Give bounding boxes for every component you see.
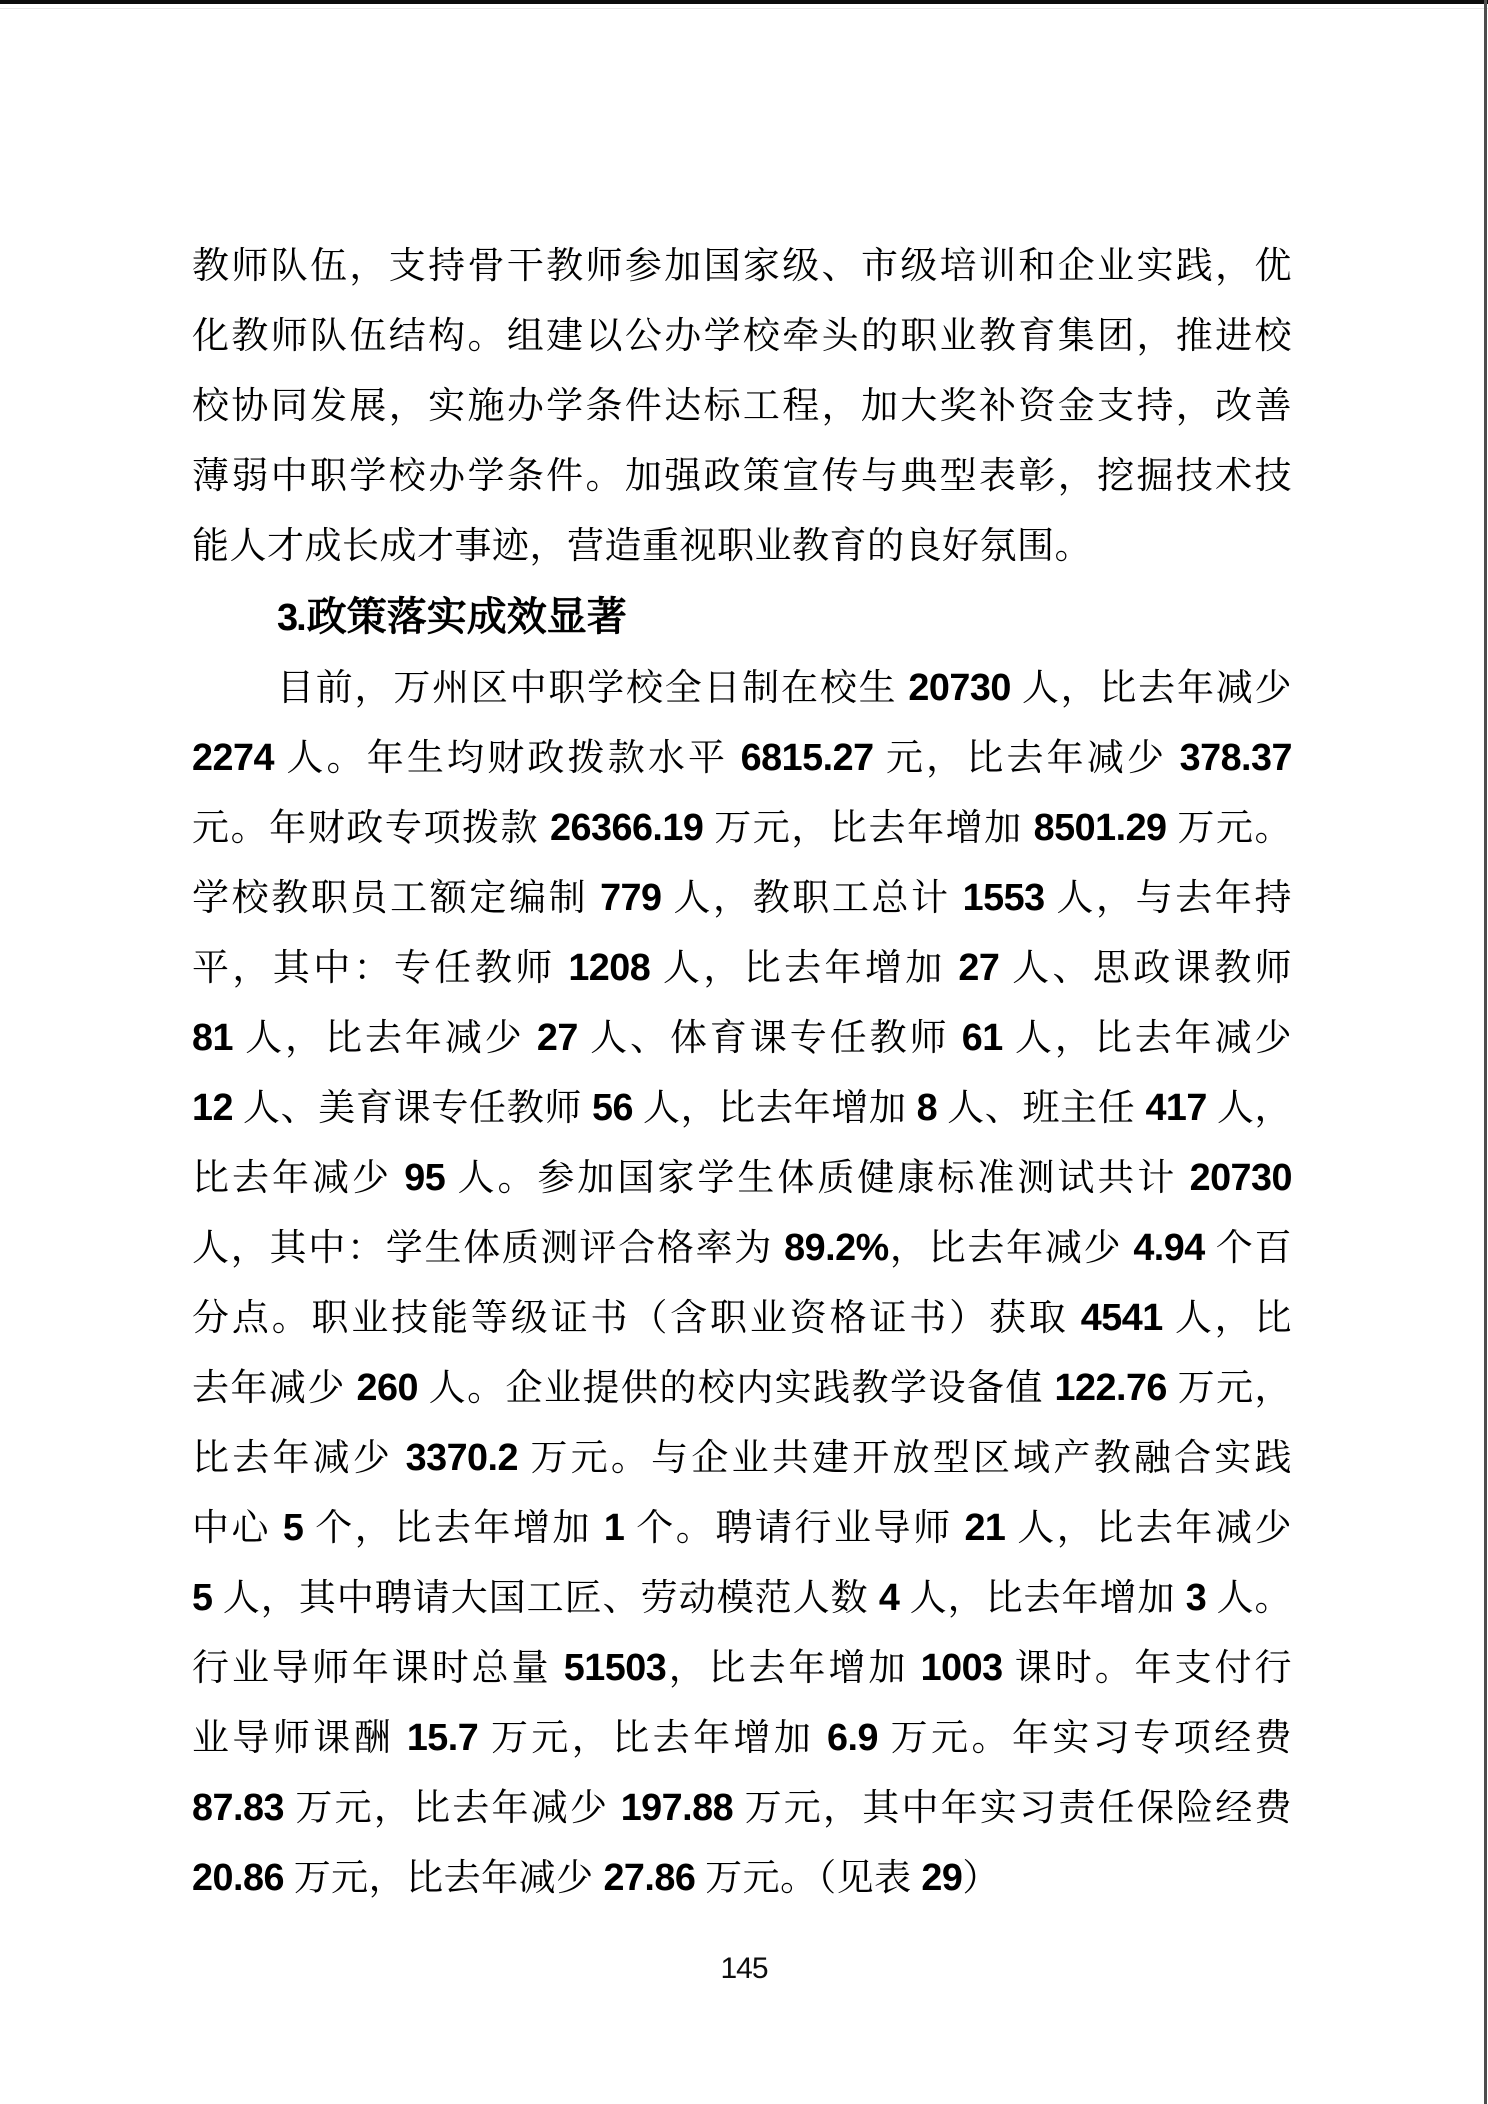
numeric-value: 87.83 [192,1786,284,1828]
text-line: 2274 人。年生均财政拨款水平 6815.27 元，比去年减少 378.37 [192,736,1292,779]
text-line: 分点。职业技能等级证书（含职业资格证书）获取 4541 人，比 [192,1296,1292,1339]
numeric-value: 27 [958,946,1000,988]
numeric-value: 26366.19 [550,806,704,848]
numeric-value: 6.9 [827,1716,878,1758]
text-line: 元。年财政专项拨款 26366.19 万元，比去年增加 8501.29 万元。 [192,806,1292,849]
numeric-value: 21 [964,1506,1006,1548]
numeric-value: 1208 [568,946,651,988]
numeric-value: 27.86 [603,1856,696,1898]
text-line: 5 人，其中聘请大国工匠、劳动模范人数 4 人，比去年增加 3 人。 [192,1576,1292,1619]
numeric-value: 27 [536,1016,578,1058]
numeric-value: 1 [603,1506,625,1548]
page-body [192,232,1292,1912]
numeric-value: 51503 [563,1646,667,1688]
numeric-value: 89.2% [784,1226,889,1268]
text-line: 12 人、美育课专任教师 56 人，比去年增加 8 人、班主任 417 人， [192,1086,1292,1129]
numeric-value: 417 [1145,1086,1207,1128]
numeric-value: 5 [282,1506,304,1548]
numeric-value: 56 [592,1086,633,1128]
section-heading-number: 3. [277,597,305,639]
text-line: 薄弱中职学校办学条件。加强政策宣传与典型表彰，挖掘技术技 [192,456,1292,497]
numeric-value: 12 [192,1086,233,1128]
page-number: 145 [720,1952,768,1985]
text-line: 81 人，比去年减少 27 人、体育课专任教师 61 人，比去年减少 [192,1016,1292,1059]
numeric-value: 6815.27 [740,736,874,778]
top-border-bar [0,0,1488,4]
numeric-value: 4541 [1080,1296,1163,1338]
text-line: 目前，万州区中职学校全日制在校生 20730 人，比去年减少 [277,666,1292,709]
numeric-value: 5 [192,1576,213,1618]
numeric-value: 29 [921,1856,963,1898]
text-line: 能人才成长成才事迹，营造重视职业教育的良好氛围。 [192,526,1092,567]
text-line: 教师队伍，支持骨干教师参加国家级、市级培训和企业实践，优 [192,246,1292,287]
numeric-value: 20730 [908,666,1011,708]
numeric-value: 20.86 [192,1856,284,1898]
numeric-value: 3370.2 [405,1436,519,1478]
text-line: 20.86 万元，比去年减少 27.86 万元。（见表 29） [192,1856,1000,1899]
text-line: 比去年减少 3370.2 万元。与企业共建开放型区域产教融合实践 [192,1436,1292,1479]
numeric-value: 3 [1185,1576,1207,1618]
text-line: 学校教职员工额定编制 779 人，教职工总计 1553 人，与去年持 [192,876,1292,919]
text-line: 化教师队伍结构。组建以公办学校牵头的职业教育集团，推进校 [192,316,1292,357]
numeric-value: 15.7 [406,1716,479,1758]
numeric-value: 260 [356,1366,418,1408]
numeric-value: 2274 [192,736,274,778]
text-line: 87.83 万元，比去年减少 197.88 万元，其中年实习责任保险经费 [192,1786,1292,1829]
numeric-value: 20730 [1189,1156,1292,1198]
text-line: 行业导师年课时总量 51503，比去年增加 1003 课时。年支付行 [192,1646,1292,1689]
text-line: 业导师课酬 15.7 万元，比去年增加 6.9 万元。年实习专项经费 [192,1716,1292,1759]
numeric-value: 4 [878,1576,900,1618]
numeric-value: 197.88 [620,1786,734,1828]
numeric-value: 1003 [920,1646,1003,1688]
numeric-value: 378.37 [1179,736,1292,778]
numeric-value: 122.76 [1054,1366,1167,1408]
numeric-value: 779 [600,876,662,918]
text-line: 比去年减少 95 人。参加国家学生体质健康标准测试共计 20730 [192,1156,1292,1199]
text-line: 校协同发展，实施办学条件达标工程，加大奖补资金支持，改善 [192,386,1292,427]
text-line: 去年减少 260 人。企业提供的校内实践教学设备值 122.76 万元， [192,1366,1292,1409]
top-divider-line [0,8,1488,9]
section-heading-title: 政策落实成效显著 [306,594,627,639]
numeric-value: 8501.29 [1033,806,1167,848]
numeric-value: 1553 [962,876,1045,918]
numeric-value: 95 [404,1156,446,1198]
numeric-value: 4.94 [1133,1226,1205,1268]
section-heading [192,582,1292,652]
numeric-value: 61 [961,1016,1003,1058]
text-line: 中心 5 个，比去年增加 1 个。聘请行业导师 21 人，比去年减少 [192,1506,1292,1549]
numeric-value: 81 [192,1016,233,1058]
numeric-value: 8 [916,1086,938,1128]
right-border-line [1484,0,1487,2104]
text-line: 人，其中：学生体质测评合格率为 89.2%，比去年减少 4.94 个百 [192,1226,1292,1269]
text-line: 平，其中：专任教师 1208 人，比去年增加 27 人、思政课教师 [192,946,1292,989]
